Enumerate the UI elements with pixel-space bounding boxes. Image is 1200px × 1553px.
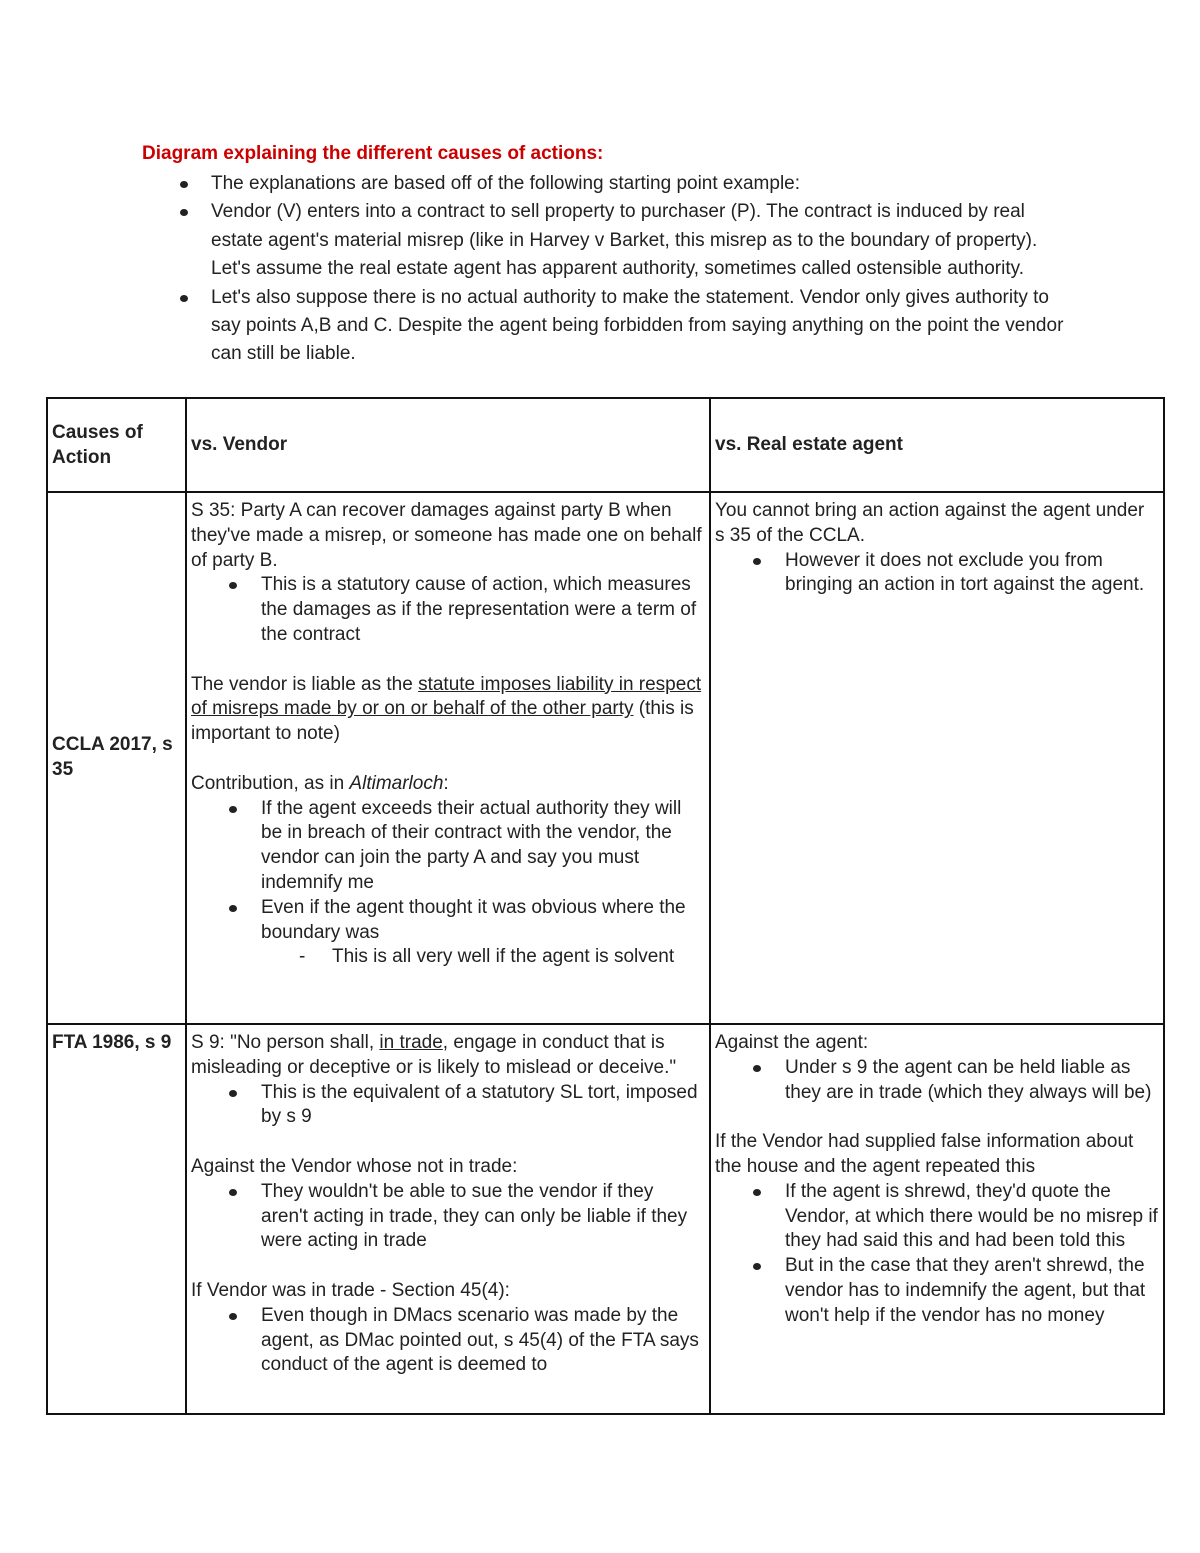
fta-vendor-para: Against the Vendor whose not in trade:: [191, 1155, 518, 1177]
fta-agent-para: If the Vendor had supplied false information about the house and the agent repeated this: [715, 1131, 1134, 1177]
ccla-agent-bullet: However it does not exclude you from bringing an action in tort against the agent.: [715, 549, 1159, 599]
ccla-vendor-bullet: If the agent exceeds their actual authority they will be in breach of their contract with the vendor, the vendor can join the party A and say you must indemnify me: [191, 797, 705, 896]
fta-agent-bullet: Under s 9 the agent can be held liable as they are in trade (which they always will be): [715, 1056, 1159, 1106]
cell-fta-vendor: [186, 1024, 710, 1414]
ccla-vendor-para: S 35: Party A can recover damages against party B when they've made a misrep, or someone has made one on behalf of party B.: [191, 500, 702, 571]
intro-item: The explanations are based off of the following starting point example:: [142, 170, 1072, 198]
fta-agent-bullet: If the agent is shrewd, they'd quote the Vendor, at which there would be no misrep if they had said this and had been told this: [715, 1180, 1159, 1254]
intro-list: [142, 170, 1072, 369]
ccla-vendor-bullet: This is a statutory cause of action, which measures the damages as if the representation were a term of the contract: [191, 573, 705, 647]
causes-of-action-table: [46, 397, 1165, 1415]
ccla-agent-para: You cannot bring an action against the agent under s 35 of the CCLA.: [715, 500, 1145, 546]
fta-agent-para: Against the agent:: [715, 1032, 869, 1053]
intro-item: Vendor (V) enters into a contract to sell property to purchaser (P). The contract is induced by real estate agent's material misrep (like in Harvey v Barket, this misrep as to the boundary of property). Let's assume the real estate agent has apparent authority, sometimes called ostensible authority.: [142, 198, 1072, 283]
cell-ccla-agent: [710, 492, 1164, 1024]
ccla-vendor-subpoint: - This is all very well if the agent is solvent: [191, 945, 705, 970]
fta-agent-bullet: But in the case that they aren't shrewd, the vendor has to indemnify the agent, but that won't help if the vendor has no money: [715, 1254, 1159, 1328]
table-header-row: [47, 398, 1164, 492]
ccla-vendor-bullet: Even if the agent thought it was obvious where the boundary was - This is all very well if the agent is solvent: [191, 896, 705, 970]
fta-vendor-bullet: Even though in DMacs scenario was made by the agent, as DMac pointed out, s 45(4) of the FTA says conduct of the agent is deemed to: [191, 1304, 705, 1378]
page-heading: Diagram explaining the different causes of actions:: [142, 143, 604, 164]
fta-vendor-bullet: This is the equivalent of a statutory SL tort, imposed by s 9: [191, 1081, 705, 1131]
table-row-ccla: [47, 492, 1164, 1024]
header-causes-of-action: Causes of Action: [47, 398, 186, 492]
intro-item: Let's also suppose there is no actual authority to make the statement. Vendor only gives authority to say points A,B and C. Despite the agent being forbidden from saying anything on the point the vendor can still be liable.: [142, 284, 1072, 369]
fta-vendor-bullet: They wouldn't be able to sue the vendor if they aren't acting in trade, they can only be liable if they were acting in trade: [191, 1180, 705, 1254]
cell-ccla-vendor: [186, 492, 710, 1024]
row-label-fta: FTA 1986, s 9: [47, 1024, 186, 1414]
header-vs-agent: vs. Real estate agent: [710, 398, 1164, 492]
cell-fta-agent: [710, 1024, 1164, 1414]
fta-vendor-quote: S 9: "No person shall, in trade, engage in conduct that is misleading or deceptive or is likely to mislead or deceive.": [191, 1032, 677, 1078]
ccla-vendor-liability-para: The vendor is liable as the statute imposes liability in respect of misreps made by or on or behalf of the other party (this is important to note): [191, 673, 702, 745]
ccla-vendor-contribution-para: Contribution, as in Altimarloch:: [191, 772, 449, 794]
fta-vendor-para: If Vendor was in trade - Section 45(4):: [191, 1279, 510, 1301]
row-label-ccla: CCLA 2017, s 35: [47, 492, 186, 1024]
table-row-fta: [47, 1024, 1164, 1414]
header-vs-vendor: vs. Vendor: [186, 398, 710, 492]
